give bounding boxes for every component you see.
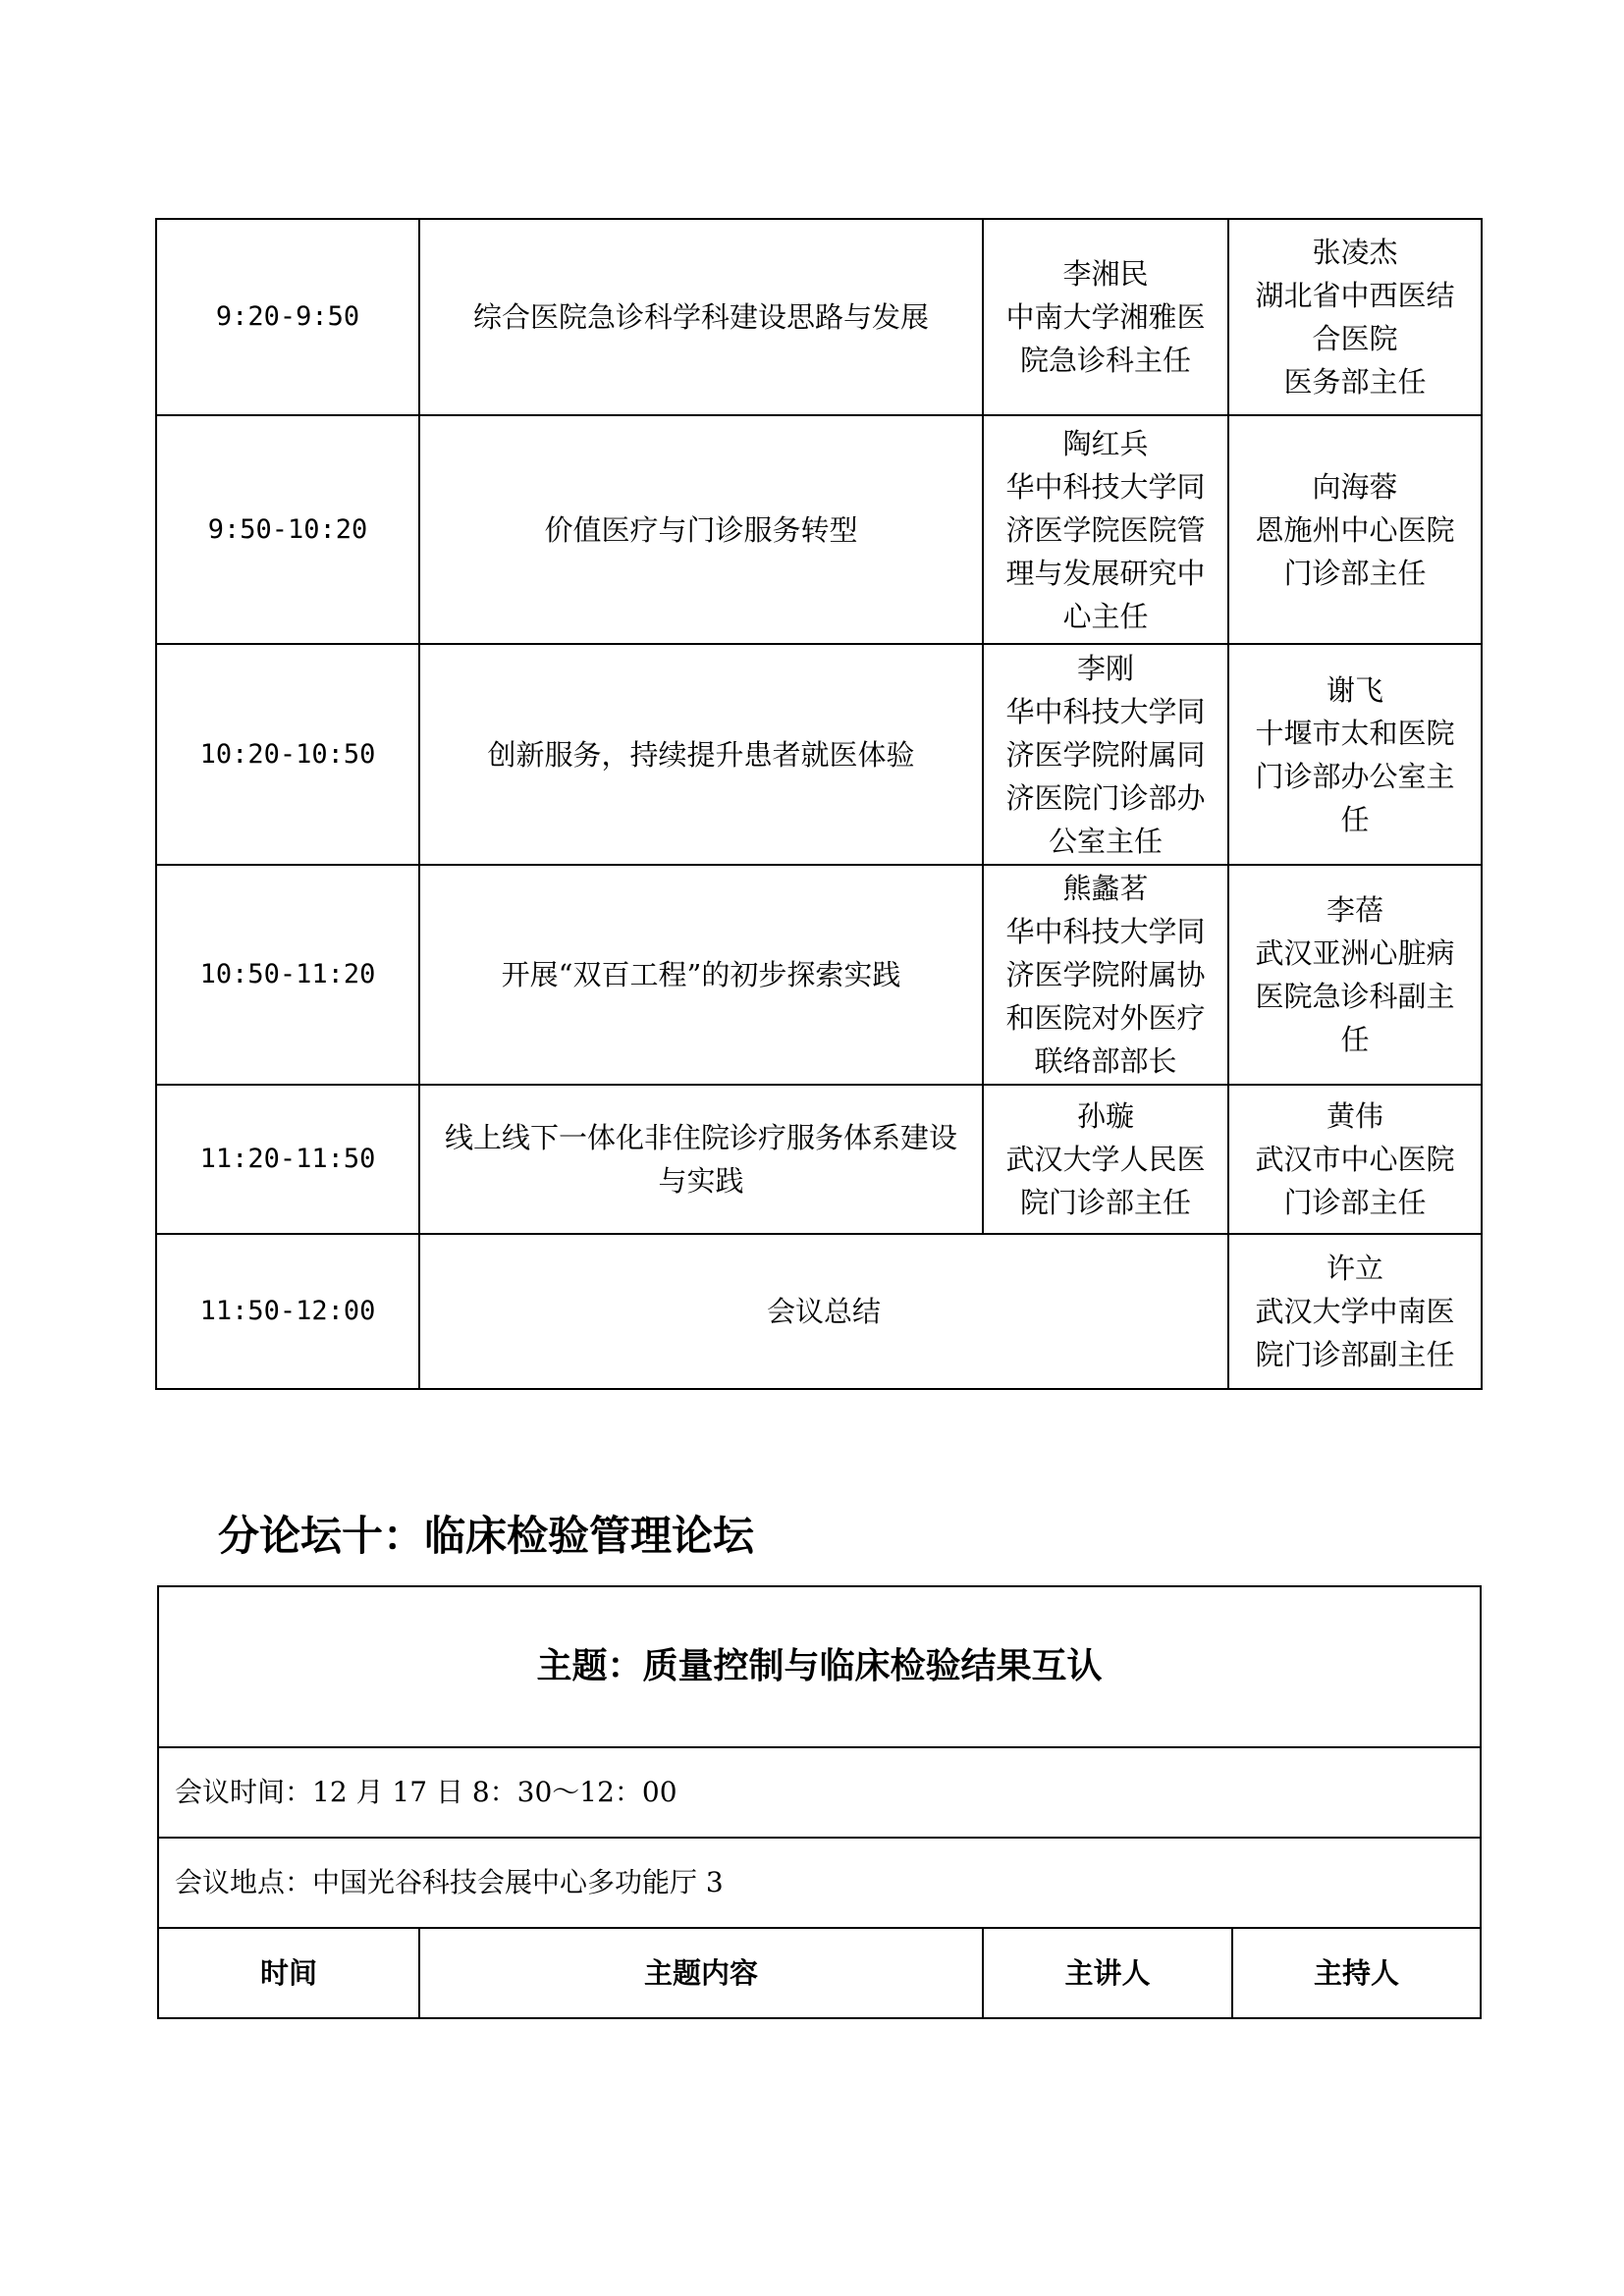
session-time: 11:20-11:50 — [156, 1085, 419, 1234]
speaker-line: 心主任 — [1062, 599, 1149, 633]
session-time: 11:50-12:00 — [156, 1234, 419, 1389]
schedule-table — [155, 218, 1483, 1390]
host-line: 湖北省中西医结 — [1255, 279, 1455, 312]
session-speaker — [983, 415, 1228, 644]
session-time: 10:50-11:20 — [156, 865, 419, 1085]
host-line: 医务部主任 — [1283, 365, 1427, 399]
host-line: 医院急诊科副主 — [1255, 980, 1455, 1013]
host-line: 合医院 — [1312, 322, 1398, 355]
session-host — [1228, 865, 1482, 1085]
host-line: 武汉市中心医院 — [1255, 1143, 1455, 1176]
speaker-line: 济医学院附属同 — [1005, 737, 1206, 772]
speaker-line: 公室主任 — [1048, 824, 1163, 858]
session-host — [1228, 1085, 1482, 1234]
session-time: 9:50-10:20 — [156, 415, 419, 644]
host-line: 院门诊部副主任 — [1255, 1338, 1455, 1371]
session-host — [1228, 644, 1482, 865]
speaker-line: 济医学院医院管 — [1005, 512, 1206, 547]
meeting-place: 会议地点：中国光谷科技会展中心多功能厅 3 — [158, 1838, 1481, 1928]
session-speaker — [983, 644, 1228, 865]
speaker-line: 孙璇 — [1076, 1099, 1134, 1133]
table-row — [156, 644, 1482, 865]
host-line: 张凌杰 — [1312, 236, 1398, 269]
session-host — [1228, 1234, 1482, 1389]
table-row — [156, 415, 1482, 644]
table-row — [156, 1085, 1482, 1234]
header-time: 时间 — [158, 1928, 419, 2018]
speaker-line: 院急诊科主任 — [1019, 344, 1191, 377]
speaker-line: 和医院对外医疗 — [1005, 1001, 1206, 1035]
speaker-line: 华中科技大学同 — [1005, 469, 1206, 504]
session-topic: 开展“双百工程”的初步探索实践 — [419, 865, 983, 1085]
host-line: 武汉亚洲心脏病 — [1255, 936, 1455, 970]
session-speaker — [983, 219, 1228, 415]
speaker-line: 李湘民 — [1062, 257, 1149, 291]
session-host — [1228, 219, 1482, 415]
forum-info-table — [157, 1585, 1482, 2019]
speaker-line: 济医学院附属协 — [1005, 958, 1206, 991]
speaker-line: 熊蠡茗 — [1062, 872, 1149, 905]
forum-title: 分论坛十：临床检验管理论坛 — [218, 1512, 755, 1560]
speaker-line: 武汉大学人民医 — [1005, 1143, 1206, 1176]
host-line: 任 — [1340, 802, 1370, 836]
host-line: 李蓓 — [1326, 893, 1383, 927]
table-row — [156, 219, 1482, 415]
header-host: 主持人 — [1232, 1928, 1481, 2018]
speaker-line: 华中科技大学同 — [1005, 915, 1206, 948]
header-speaker: 主讲人 — [983, 1928, 1232, 2018]
speaker-line: 理与发展研究中 — [1005, 556, 1206, 590]
host-line: 谢飞 — [1326, 672, 1383, 707]
forum-theme: 主题：质量控制与临床检验结果互认 — [158, 1586, 1481, 1747]
session-time: 10:20-10:50 — [156, 644, 419, 865]
session-speaker — [983, 1085, 1228, 1234]
speaker-line: 济医院门诊部办 — [1005, 780, 1206, 815]
speaker-line: 李刚 — [1076, 651, 1134, 685]
session-time: 9:20-9:50 — [156, 219, 419, 415]
session-topic: 价值医疗与门诊服务转型 — [419, 415, 983, 644]
session-topic: 创新服务，持续提升患者就医体验 — [419, 644, 983, 865]
host-line: 门诊部办公室主 — [1255, 759, 1455, 793]
speaker-line: 华中科技大学同 — [1005, 694, 1206, 728]
speaker-line: 联络部部长 — [1034, 1044, 1177, 1078]
host-line: 恩施州中心医院 — [1255, 512, 1455, 547]
session-topic: 综合医院急诊科学科建设思路与发展 — [419, 219, 983, 415]
host-line: 向海蓉 — [1312, 469, 1398, 504]
session-host — [1228, 415, 1482, 644]
host-line: 门诊部主任 — [1283, 556, 1427, 590]
host-line: 十堰市太和医院 — [1255, 716, 1455, 750]
schedule-body — [156, 219, 1482, 1389]
host-line: 许立 — [1326, 1252, 1383, 1285]
session-speaker — [983, 865, 1228, 1085]
header-topic: 主题内容 — [419, 1928, 983, 2018]
speaker-line: 院门诊部主任 — [1019, 1186, 1191, 1219]
session-topic: 线上线下一体化非住院诊疗服务体系建设与实践 — [419, 1085, 983, 1234]
speaker-line: 陶红兵 — [1062, 426, 1149, 460]
host-line: 门诊部主任 — [1283, 1186, 1427, 1219]
meeting-time: 会议时间：12 月 17 日 8：30～12：00 — [158, 1747, 1481, 1838]
speaker-line: 中南大学湘雅医 — [1005, 300, 1206, 334]
host-line: 黄伟 — [1326, 1099, 1383, 1133]
host-line: 武汉大学中南医 — [1255, 1295, 1455, 1328]
table-row — [156, 1234, 1482, 1389]
host-line: 任 — [1340, 1023, 1370, 1056]
table-row — [156, 865, 1482, 1085]
session-topic: 会议总结 — [419, 1234, 1228, 1389]
